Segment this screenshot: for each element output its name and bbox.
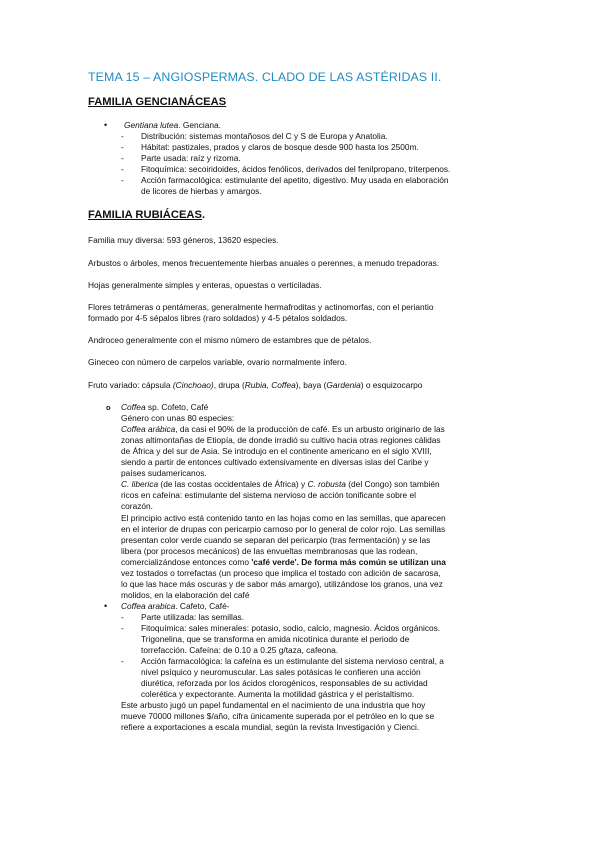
coffea-line: El principio activo está contenido tanto en las hojas como en las semillas, que aparecen bbox=[121, 513, 446, 523]
species-name: Gentiana lutea bbox=[124, 120, 179, 130]
paragraph: Androceo generalmente con el mismo número de estambres que de pétalos. bbox=[88, 335, 372, 345]
arabica-line: Trigonelina, que se transforma en amida nicotínica durante el periodo de bbox=[141, 634, 410, 644]
paragraph: Gineceo con número de carpelos variable, ovario normalmente ínfero. bbox=[88, 357, 347, 367]
text-run-bold: 'café verde'. De forma más común se utilizan una bbox=[251, 557, 446, 567]
species-name: Coffea bbox=[121, 402, 146, 412]
coffea-line: países sudamericanos. bbox=[121, 468, 207, 478]
paragraph: Flores tetrámeras o pentámeras, generalmente hermafroditas y actinomorfas, con el periantio bbox=[88, 302, 434, 312]
section-heading-gencianaceas bbox=[88, 96, 226, 108]
gentiana-item bbox=[124, 120, 221, 131]
coffea-line bbox=[121, 557, 446, 568]
coffea-line: siendo a partir de entonces cultivado extensivamente en diversas islas del Caribe y bbox=[121, 457, 429, 467]
dash-bullet: - bbox=[121, 175, 124, 185]
species-name: C. robusta bbox=[307, 479, 346, 489]
coffea-line: ricos en cafeína: estimulante del sistema nervioso de acción tonificante sobre el bbox=[121, 490, 416, 500]
bullet-disc: • bbox=[104, 601, 108, 611]
species-name: Coffea arábica bbox=[121, 424, 176, 434]
coffea-line: libera (por procesos mecánicos) de las envueltas membranosas que las rodean, bbox=[121, 546, 418, 556]
coffea-line: presentan color verde cuando se separan del pericarpio (tras fermentación) y se las bbox=[121, 535, 431, 545]
species-common: sp. Cofeto, Café bbox=[145, 402, 209, 412]
text-run: (Cinchoao) bbox=[172, 380, 214, 390]
dash-bullet: - bbox=[121, 656, 124, 666]
section-heading-rubiaceas bbox=[88, 209, 205, 221]
arabica-line: torrefacción. Cafeína: de 0.10 a 0.25 g/taza, cafeona. bbox=[141, 645, 339, 655]
paragraph: Arbustos o árboles, menos frecuentemente hierbas anuales o perennes, a menudo trepadoras. bbox=[88, 258, 440, 268]
paragraph: Familia muy diversa: 593 géneros, 13620 especies. bbox=[88, 235, 279, 245]
closing-line: refiere a exportaciones a escala mundial, según la revista Investigación y Cienci. bbox=[121, 722, 420, 732]
bullet-circle: o bbox=[106, 403, 111, 412]
coffea-item bbox=[121, 402, 208, 413]
gentiana-line: Parte usada: raíz y rizoma. bbox=[141, 153, 241, 163]
species-common: . Cafeto, Café- bbox=[175, 601, 230, 611]
arabica-item bbox=[121, 601, 230, 612]
dash-bullet: - bbox=[121, 164, 124, 174]
dash-bullet: - bbox=[121, 623, 124, 633]
text-run: ), baya ( bbox=[295, 380, 327, 390]
page-title: TEMA 15 – ANGIOSPERMAS. CLADO DE LAS ASTÉRIDAS II. bbox=[88, 70, 442, 84]
species-common: . Genciana. bbox=[178, 120, 221, 130]
heading-dot: . bbox=[201, 209, 206, 221]
heading-text: FAMILIA GENCIANÁCEAS bbox=[88, 96, 227, 108]
coffea-line: molidos, en la elaboración del café bbox=[121, 590, 250, 600]
dash-bullet: - bbox=[121, 142, 124, 152]
heading-text: FAMILIA RUBIÁCEAS bbox=[88, 209, 202, 221]
gentiana-line: Distribución: sistemas montañosos del C y S de Europa y Anatolia. bbox=[141, 131, 388, 141]
closing-line: Este arbusto jugó un papel fundamental en el nacimiento de una industria que hoy bbox=[121, 700, 426, 710]
arabica-line: colerética y expectorante. Aumenta la motilidad gástrica y el peristaltismo. bbox=[141, 689, 415, 699]
arabica-line: Parte utilizada: las semillas. bbox=[141, 612, 244, 622]
gentiana-line: Fitoquímica: secoiridoides, ácidos fenólicos, derivados del fenilpropano, triterpenos. bbox=[141, 164, 451, 174]
arabica-line: nivel psíquico y neuromuscular. Las sales potásicas le confieren una acción bbox=[141, 667, 421, 677]
dash-bullet: - bbox=[121, 153, 124, 163]
gentiana-line: Acción farmacológica: estimulante del apetito, digestivo. Muy usada en elaboración bbox=[141, 175, 449, 185]
text-run: ) o esquizocarpo bbox=[360, 380, 423, 390]
coffea-line: zonas altimontañas de Etiopía, de donde irradió su cultivo hacia otras regiones cálidas bbox=[121, 435, 441, 445]
text-run: Fruto variado: cápsula bbox=[88, 380, 173, 390]
gentiana-line: de licores de hierbas y amargos. bbox=[141, 186, 262, 196]
text-run: (del Congo) son también bbox=[345, 479, 440, 489]
coffea-line: Género con unas 80 especies: bbox=[121, 413, 235, 423]
arabica-line: Fitoquímica: sales minerales: potasio, sodio, calcio, magnesio. Ácidos orgánicos. bbox=[141, 623, 441, 633]
text-run: , drupa ( bbox=[213, 380, 245, 390]
arabica-line: Acción farmacológica: la cafeína es un estimulante del sistema nervioso central, a bbox=[141, 656, 444, 666]
closing-line: mueve 70000 millones $/año, cifra únicamente superada por el petróleo en lo que se bbox=[121, 711, 435, 721]
bullet-disc: • bbox=[104, 120, 108, 130]
coffea-line: de África y del sur de Asia. Se introdujo en el continente americano en el siglo XVIII, bbox=[121, 446, 432, 456]
coffea-line: en el interior de drupas con pericarpio carnoso por lo general de color rojo. Las semillas bbox=[121, 524, 446, 534]
text-run: comercializándose entonces como bbox=[121, 557, 252, 567]
text-run: (de las costas occidentales de África) y bbox=[158, 479, 308, 489]
arabica-line: diurética, reforzada por los ácidos clorogénicos, responsables de su actividad bbox=[141, 678, 428, 688]
dash-bullet: - bbox=[121, 612, 124, 622]
dash-bullet: - bbox=[121, 131, 124, 141]
text-run: Rubia, Coffea bbox=[244, 380, 296, 390]
coffea-line: lo que las hace más oscuras y de sabor más amargo), utilizándose los granos, una vez bbox=[121, 579, 443, 589]
paragraph: Hojas generalmente simples y enteras, opuestas o verticiladas. bbox=[88, 280, 322, 290]
paragraph: formado por 4-5 sépalos libres (raro soldados) y 4-5 pétalos soldados. bbox=[88, 313, 348, 323]
coffea-line: vez tostados o torrefactas (un proceso que implica el tostado con adición de sacarosa, bbox=[121, 568, 441, 578]
species-name: Coffea arabica bbox=[121, 601, 176, 611]
text-run: Gardenia bbox=[326, 380, 361, 390]
paragraph-fruto bbox=[88, 380, 422, 391]
text-run: , da casi el 90% de la producción de café. Es un arbusto originario de las bbox=[175, 424, 445, 434]
coffea-line: corazón. bbox=[121, 501, 154, 511]
species-name: C. liberica bbox=[121, 479, 159, 489]
gentiana-line: Hábitat: pastizales, prados y claros de bosque desde 900 hasta los 2500m. bbox=[141, 142, 419, 152]
coffea-line bbox=[121, 479, 440, 490]
coffea-line bbox=[121, 424, 445, 435]
